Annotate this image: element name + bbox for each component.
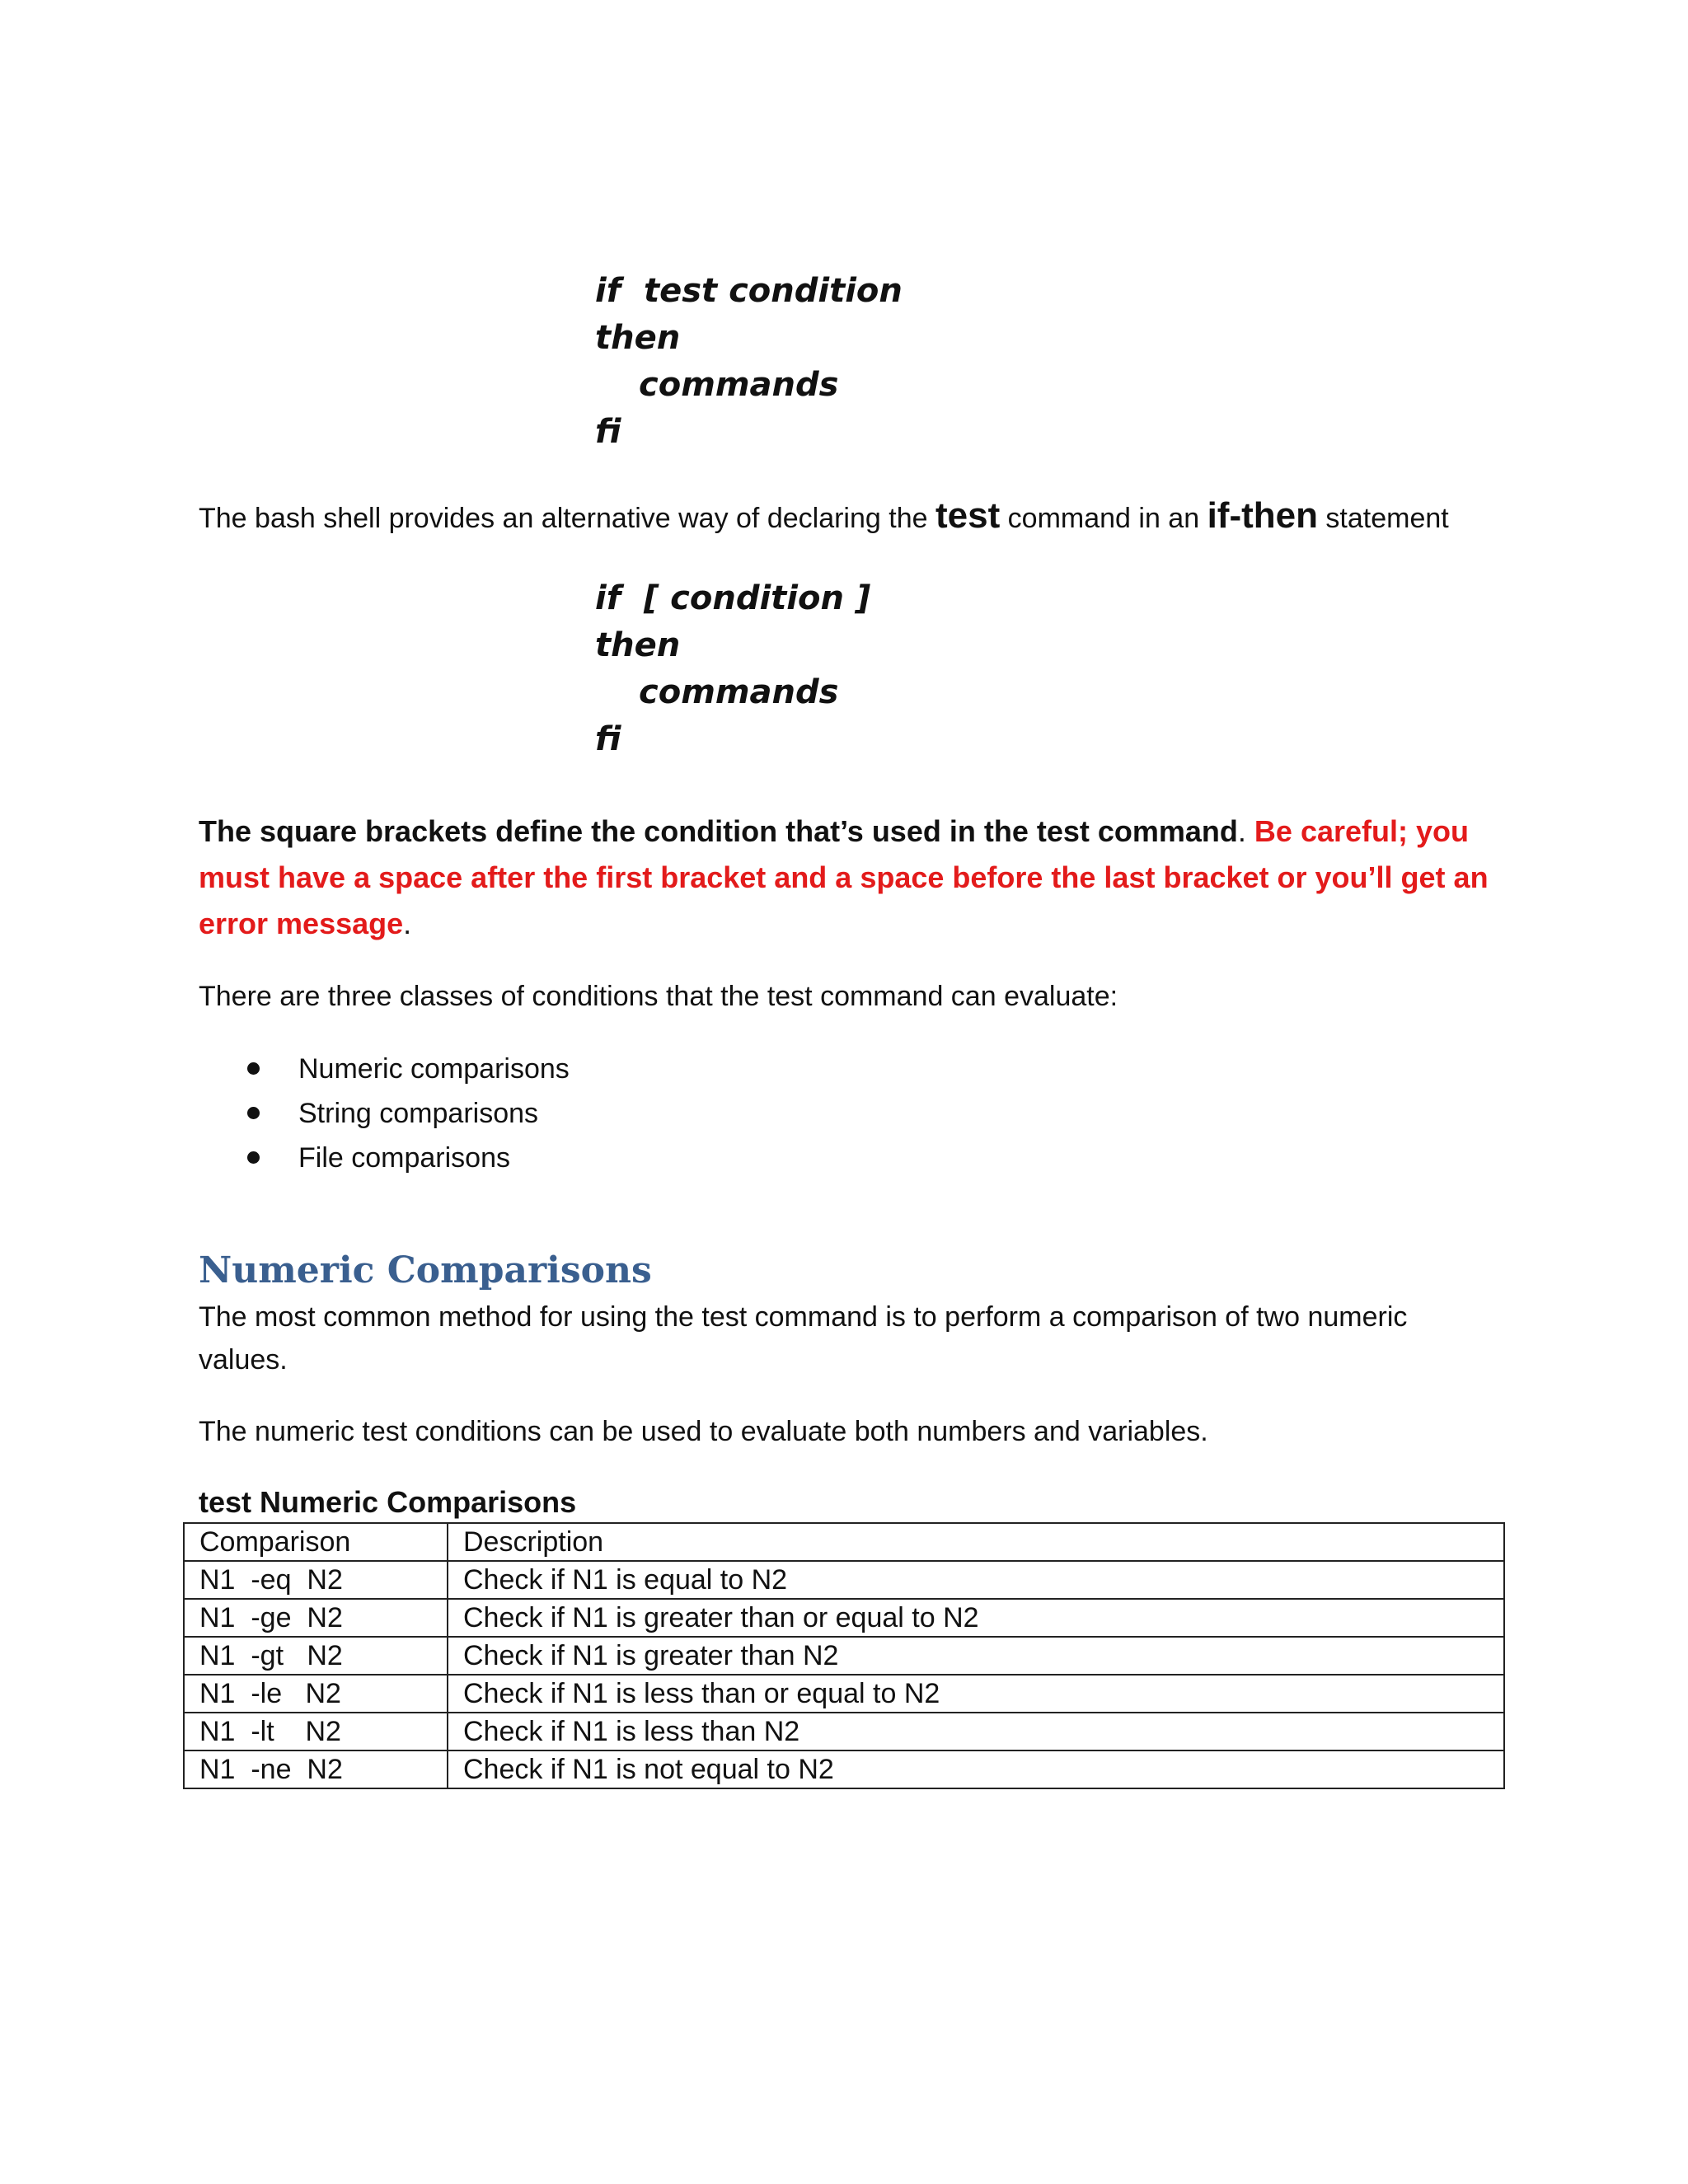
code-block-bracket-syntax [595, 575, 870, 763]
table-cell-description: Check if N1 is greater than or equal to N2 [448, 1599, 1504, 1637]
bullet-icon [247, 1062, 260, 1075]
warning-text: Be careful; you must have a space after the first bracket and a space before the last bracket or you’ll get an error message [199, 814, 1489, 940]
table-row [184, 1675, 1504, 1713]
table-cell-description: Check if N1 is less than N2 [448, 1713, 1504, 1750]
alternative-syntax-paragraph [199, 493, 1534, 541]
section-paragraph: The most common method for using the test command is to perform a comparison of two numeric values. [199, 1301, 1408, 1376]
table-row [184, 1561, 1504, 1599]
code-line: if test condition [595, 272, 903, 310]
code-line: fi [595, 720, 621, 758]
table-cell-description: Check if N1 is not equal to N2 [448, 1750, 1504, 1788]
punctuation: . [403, 907, 412, 940]
table-cell-description: Check if N1 is less than or equal to N2 [448, 1675, 1504, 1713]
classes-paragraph: There are three classes of conditions that the test command can evaluate: [199, 981, 1118, 1012]
code-line: fi [595, 413, 621, 451]
keyword-test: test [935, 495, 1001, 536]
table-row [184, 1750, 1504, 1788]
list-item [247, 1047, 570, 1091]
table-header-cell: Description [448, 1523, 1504, 1561]
table-cell-comparison: N1 -gt N2 [184, 1637, 448, 1675]
bullet-icon [247, 1151, 260, 1164]
table-cell-comparison: N1 -le N2 [184, 1675, 448, 1713]
table-cell-comparison: N1 -ne N2 [184, 1750, 448, 1788]
list-item [247, 1091, 570, 1136]
table-cell-comparison: N1 -eq N2 [184, 1561, 448, 1599]
table-row [184, 1599, 1504, 1637]
section-heading: Numeric Comparisons [199, 1249, 652, 1291]
bullet-icon [247, 1107, 260, 1119]
table-title: test Numeric Comparisons [199, 1485, 577, 1519]
table-header-cell: Comparison [184, 1523, 448, 1561]
table-cell-description: Check if N1 is equal to N2 [448, 1561, 1504, 1599]
table-header-row [184, 1523, 1504, 1561]
condition-classes-list [247, 1047, 570, 1180]
punctuation: . [1237, 814, 1254, 848]
section-paragraph: The numeric test conditions can be used to evaluate both numbers and variables. [199, 1416, 1208, 1447]
code-line: commands [639, 366, 839, 404]
paragraph-text: command in an [1000, 503, 1207, 534]
table-cell-description: Check if N1 is greater than N2 [448, 1637, 1504, 1675]
warning-paragraph [199, 808, 1534, 947]
paragraph-text: The bash shell provides an alternative way of declaring the [199, 503, 935, 534]
bold-statement: The square brackets define the condition that’s used in the test command [199, 814, 1238, 848]
code-line: then [595, 319, 681, 357]
keyword-if-then: if-then [1207, 495, 1318, 536]
code-block-test-syntax [595, 268, 903, 456]
table-row [184, 1713, 1504, 1750]
numeric-comparisons-table [183, 1522, 1505, 1789]
table-row [184, 1637, 1504, 1675]
paragraph-text: statement [1317, 503, 1449, 534]
list-item [247, 1136, 570, 1180]
list-item-label: Numeric comparisons [298, 1053, 570, 1085]
code-line: then [595, 626, 681, 664]
table-cell-comparison: N1 -lt N2 [184, 1713, 448, 1750]
code-line: commands [639, 673, 839, 711]
code-line: if [ condition ] [595, 579, 871, 617]
list-item-label: File comparisons [298, 1142, 510, 1174]
list-item-label: String comparisons [298, 1098, 539, 1129]
table-cell-comparison: N1 -ge N2 [184, 1599, 448, 1637]
